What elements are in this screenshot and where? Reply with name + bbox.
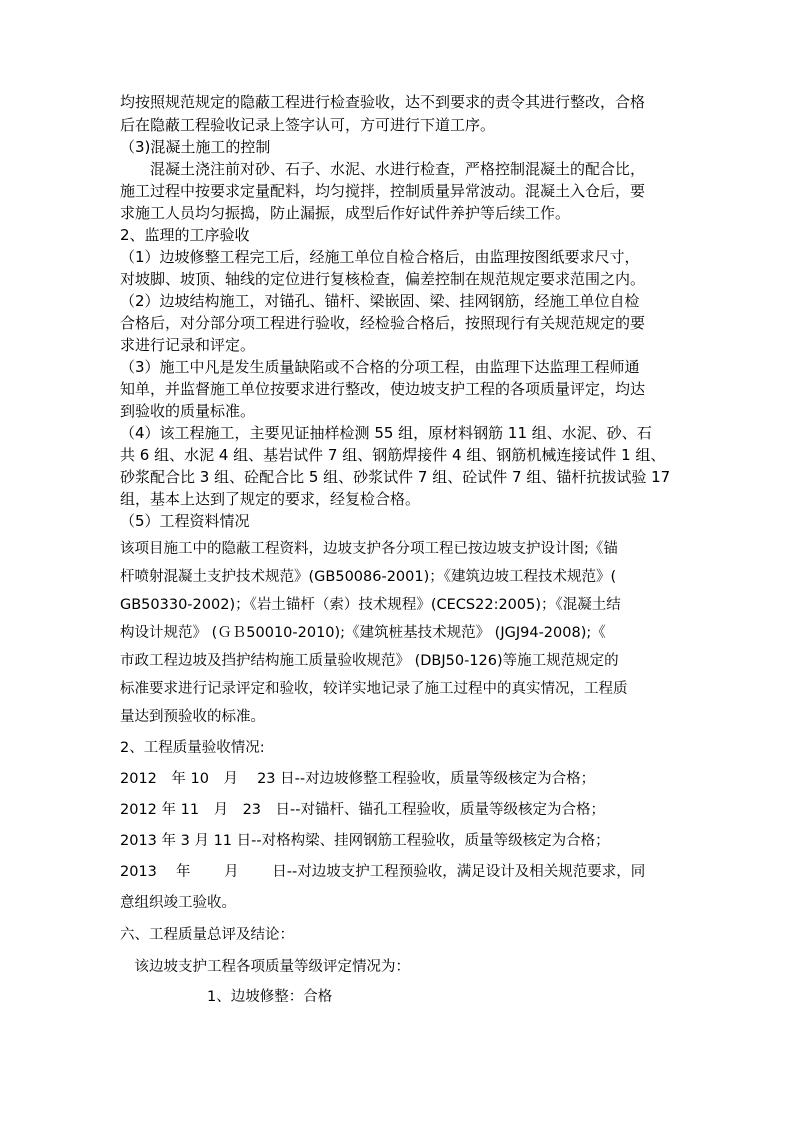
text-line: 2013 年 月 日--对边坡支护工程预验收，满足设计及相关规范要求，同 [120, 864, 646, 880]
text-line: 2013 年 3 月 11 日--对格构梁、挂网钢筋工程验收，质量等级核定为合格； [120, 833, 610, 849]
text-line: （4）该工程施工，主要见证抽样检测 55 组，原材料钢筋 11 组、水泥、砂、石 [120, 424, 652, 442]
text-line: 知单，并监督施工单位按要求进行整改，使边坡支护工程的各项质量评定，均达 [120, 380, 646, 398]
text-line: 2012 年 10 月 23 日--对边坡修整工程验收，质量等级核定为合格； [120, 771, 596, 787]
text-line: 1、边坡修整：合格 [120, 989, 333, 1005]
text-line: 该项目施工中的隐蔽工程资料，边坡支护各分项工程已按边坡支护设计图;《锚 [120, 541, 618, 557]
text-line: 施工过程中按要求定量配料，均匀搅拌，控制质量异常波动。混凝土入仓后，要 [120, 182, 646, 200]
text-line: 杆喷射混凝土支护技术规范》(GB50086-2001)；《建筑边坡工程技术规范》( [120, 569, 617, 585]
text-line: 构设计规范》 (ＧＢ50010-2010);《建筑桩基技术规范》 (JGJ94-2008);《 [120, 625, 606, 641]
text-line: 该边坡支护工程各项质量等级评定情况为： [120, 959, 410, 975]
text-line: 均按照规范规定的隐蔽工程进行检查验收，达不到要求的责令其进行整改，合格 [120, 93, 646, 111]
text-line: 到验收的质量标准。 [120, 402, 256, 420]
text-line: GB50330-2002)；《岩土锚杆（索）技术规程》(CECS22:2005)；《混凝土结 [120, 597, 621, 613]
text-line: 组，基本上达到了规定的要求，经复检合格。 [120, 490, 421, 508]
text-line: 对坡脚、坡顶、轴线的定位进行复核检查，偏差控制在规范规定要求范围之内。 [120, 270, 646, 288]
text-line: 标准要求进行记录评定和验收，较详实地记录了施工过程中的真实情况，工程质 [120, 681, 628, 697]
text-line: （3）施工中凡是发生质量缺陷或不合格的分项工程，由监理下达监理工程师通 [120, 358, 640, 376]
text-line: 意组织竣工验收。 [120, 895, 236, 911]
section-heading: 2、工程质量验收情况: [120, 740, 265, 756]
section-heading: （3)混凝土施工的控制 [120, 138, 271, 156]
text-line: 砂浆配合比 3 组、砼配合比 5 组、砂浆试件 7 组、砼试件 7 组、锚杆抗拔试验 17 [120, 468, 671, 486]
section-heading: （5）工程资料情况 [120, 512, 250, 530]
section-heading: 2、监理的工序验收 [120, 226, 250, 244]
text-line: 后在隐蔽工程验收记录上签字认可，方可进行下道工序。 [120, 116, 496, 134]
text-line: （1）边坡修整工程完工后，经施工单位自检合格后，由监理按图纸要求尺寸， [120, 248, 640, 266]
section-heading: 六、工程质量总评及结论： [120, 927, 294, 943]
text-line: 2012 年 11 月 23 日--对锚杆、锚孔工程验收，质量等级核定为合格； [120, 802, 605, 818]
text-line: 市政工程边坡及挡护结构施工质量验收规范》 (DBJ50-126)等施工规范规定的 [120, 653, 619, 669]
text-line: （2）边坡结构施工，对锚孔、锚杆、梁嵌固、梁、挂网钢筋，经施工单位自检 [120, 292, 640, 310]
text-line: 求进行记录和评定。 [120, 336, 256, 354]
text-line: 量达到预验收的标准。 [120, 709, 265, 725]
text-line: 共 6 组、水泥 4 组、基岩试件 7 组、钢筋焊接件 4 组、钢筋机械连接试件 1 组、 [120, 446, 666, 464]
text-line: 合格后，对分部分项工程进行验收，经检验合格后，按照现行有关规范规定的要 [120, 314, 646, 332]
text-line: 求施工人员均匀振捣，防止漏振，成型后作好试件养护等后续工作。 [120, 204, 571, 222]
text-line: 混凝土浇注前对砂、石子、水泥、水进行检查，严格控制混凝土的配合比， [120, 160, 646, 178]
